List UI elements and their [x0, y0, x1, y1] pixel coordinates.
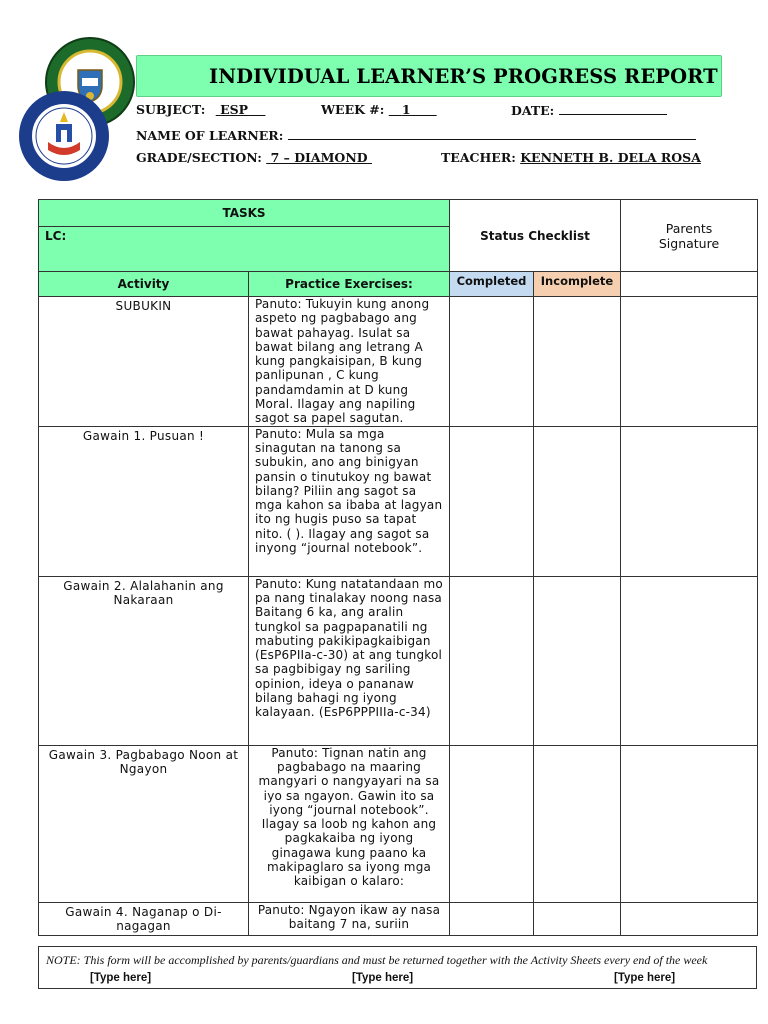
signature-cell[interactable]: [621, 297, 758, 427]
title-banner: [136, 55, 722, 97]
progress-table: [38, 199, 758, 936]
table-row: [39, 297, 758, 427]
teacher-value: KENNETH B. DELA ROSA: [520, 150, 701, 165]
exercise-cell: Panuto: Ngayon ikaw ay nasa baitang 7 na, suriin: [249, 902, 450, 935]
date-field: [511, 102, 667, 118]
completed-checkbox-cell[interactable]: [450, 745, 534, 902]
table-row: [39, 745, 758, 902]
completed-checkbox-cell[interactable]: [450, 576, 534, 745]
subject-field: [136, 102, 265, 117]
exercise-cell: Panuto: Tignan natin ang pagbabago na maaring mangyari o nangyayari na sa iyo sa ngayon. Gawin ito sa iyong “journal notebook”. Ilagay sa loob ng kahon ang pagkakaiba ng iyong ginagawa kung paano ka makipaglaro sa iyong mga kaibigan o kalaro:: [249, 745, 450, 902]
learner-label: NAME OF LEARNER:: [136, 128, 284, 143]
week-label: WEEK #:: [321, 102, 385, 117]
parents-col-header: [621, 272, 758, 297]
activity-cell: Gawain 2. Alalahanin ang Nakaraan: [39, 576, 249, 745]
lc-label: LC:: [45, 229, 67, 243]
incomplete-checkbox-cell[interactable]: [534, 576, 621, 745]
footer-placeholder-right[interactable]: [Type here]: [614, 972, 676, 984]
grade-value: 7 – DIAMOND: [270, 150, 368, 165]
lc-cell[interactable]: [39, 227, 450, 272]
exercise-cell: Panuto: Mula sa mga sinagutan na tanong sa subukin, ano ang binigyan pansin o tinutukoy ng bawat bilang? Piliin ang sagot sa mga kahon sa ibaba at lagyan ito ng hugis puso sa tapat nito. ( ). Ilagay ang sagot sa inyong “journal notebook”.: [249, 426, 450, 576]
signature-cell[interactable]: [621, 426, 758, 576]
activity-cell: SUBUKIN: [39, 297, 249, 427]
footer-note: NOTE: This form will be accomplished by parents/guardians and must be returned together with the Activity Sheets every end of the week: [46, 953, 708, 967]
parents-signature-header: Parents Signature: [621, 200, 758, 272]
completed-col-header: Completed: [450, 272, 534, 297]
deped-logo: [18, 90, 110, 182]
completed-checkbox-cell[interactable]: [450, 902, 534, 935]
signature-cell[interactable]: [621, 745, 758, 902]
status-checklist-header: Status Checklist: [450, 200, 621, 272]
completed-checkbox-cell[interactable]: [450, 297, 534, 427]
practice-col-header: Practice Exercises:: [249, 272, 450, 297]
activity-cell: Gawain 3. Pagbabago Noon at Ngayon: [39, 745, 249, 902]
subject-label: SUBJECT:: [136, 102, 206, 117]
table-row: [39, 576, 758, 745]
subject-value: ESP: [220, 102, 249, 117]
footer-placeholder-center[interactable]: [Type here]: [352, 972, 414, 984]
completed-checkbox-cell[interactable]: [450, 426, 534, 576]
activity-cell: Gawain 1. Pusuan !: [39, 426, 249, 576]
teacher-field: [441, 150, 701, 165]
incomplete-checkbox-cell[interactable]: [534, 902, 621, 935]
learner-field: [136, 127, 696, 143]
table-row: [39, 902, 758, 935]
activity-col-header: Activity: [39, 272, 249, 297]
grade-label: GRADE/SECTION:: [136, 150, 262, 165]
exercise-cell: Panuto: Kung natatandaan mo pa nang tinalakay noong nasa Baitang 6 ka, ang aralin tungkol sa pagpapanatili ng mabuting pakikipagkaibigan (EsP6PIIa-c-30) at ang tungkol sa pagbibigay ng sariling opinion, ideya o pananaw bilang bahagi ng iyong kalayaan. (EsP6PPPIIIa-c-34): [249, 576, 450, 745]
incomplete-col-header: Incomplete: [534, 272, 621, 297]
teacher-label: TEACHER:: [441, 150, 516, 165]
learner-line[interactable]: [288, 127, 696, 140]
incomplete-checkbox-cell[interactable]: [534, 297, 621, 427]
date-label: DATE:: [511, 103, 555, 118]
grade-field: [136, 150, 372, 165]
date-line[interactable]: [559, 102, 667, 115]
incomplete-checkbox-cell[interactable]: [534, 745, 621, 902]
week-field: [321, 102, 437, 117]
signature-cell[interactable]: [621, 902, 758, 935]
signature-cell[interactable]: [621, 576, 758, 745]
week-value: 1: [401, 102, 411, 117]
tasks-header: TASKS: [39, 200, 450, 227]
exercise-cell: Panuto: Tukuyin kung anong aspeto ng pagbabago ang bawat pahayag. Isulat sa bawat bilang ang letrang A kung pangkaisipan, B kung panlipunan , C kung pandamdamin at D kung Moral. Ilagay ang napiling sagot sa papel sagutan.: [249, 297, 450, 427]
page-title: INDIVIDUAL LEARNER’S PROGRESS REPORT: [209, 64, 718, 88]
table-row: [39, 426, 758, 576]
incomplete-checkbox-cell[interactable]: [534, 426, 621, 576]
footer-placeholder-left[interactable]: [Type here]: [90, 972, 152, 984]
activity-cell: Gawain 4. Naganap o Di-nagagan: [39, 902, 249, 935]
